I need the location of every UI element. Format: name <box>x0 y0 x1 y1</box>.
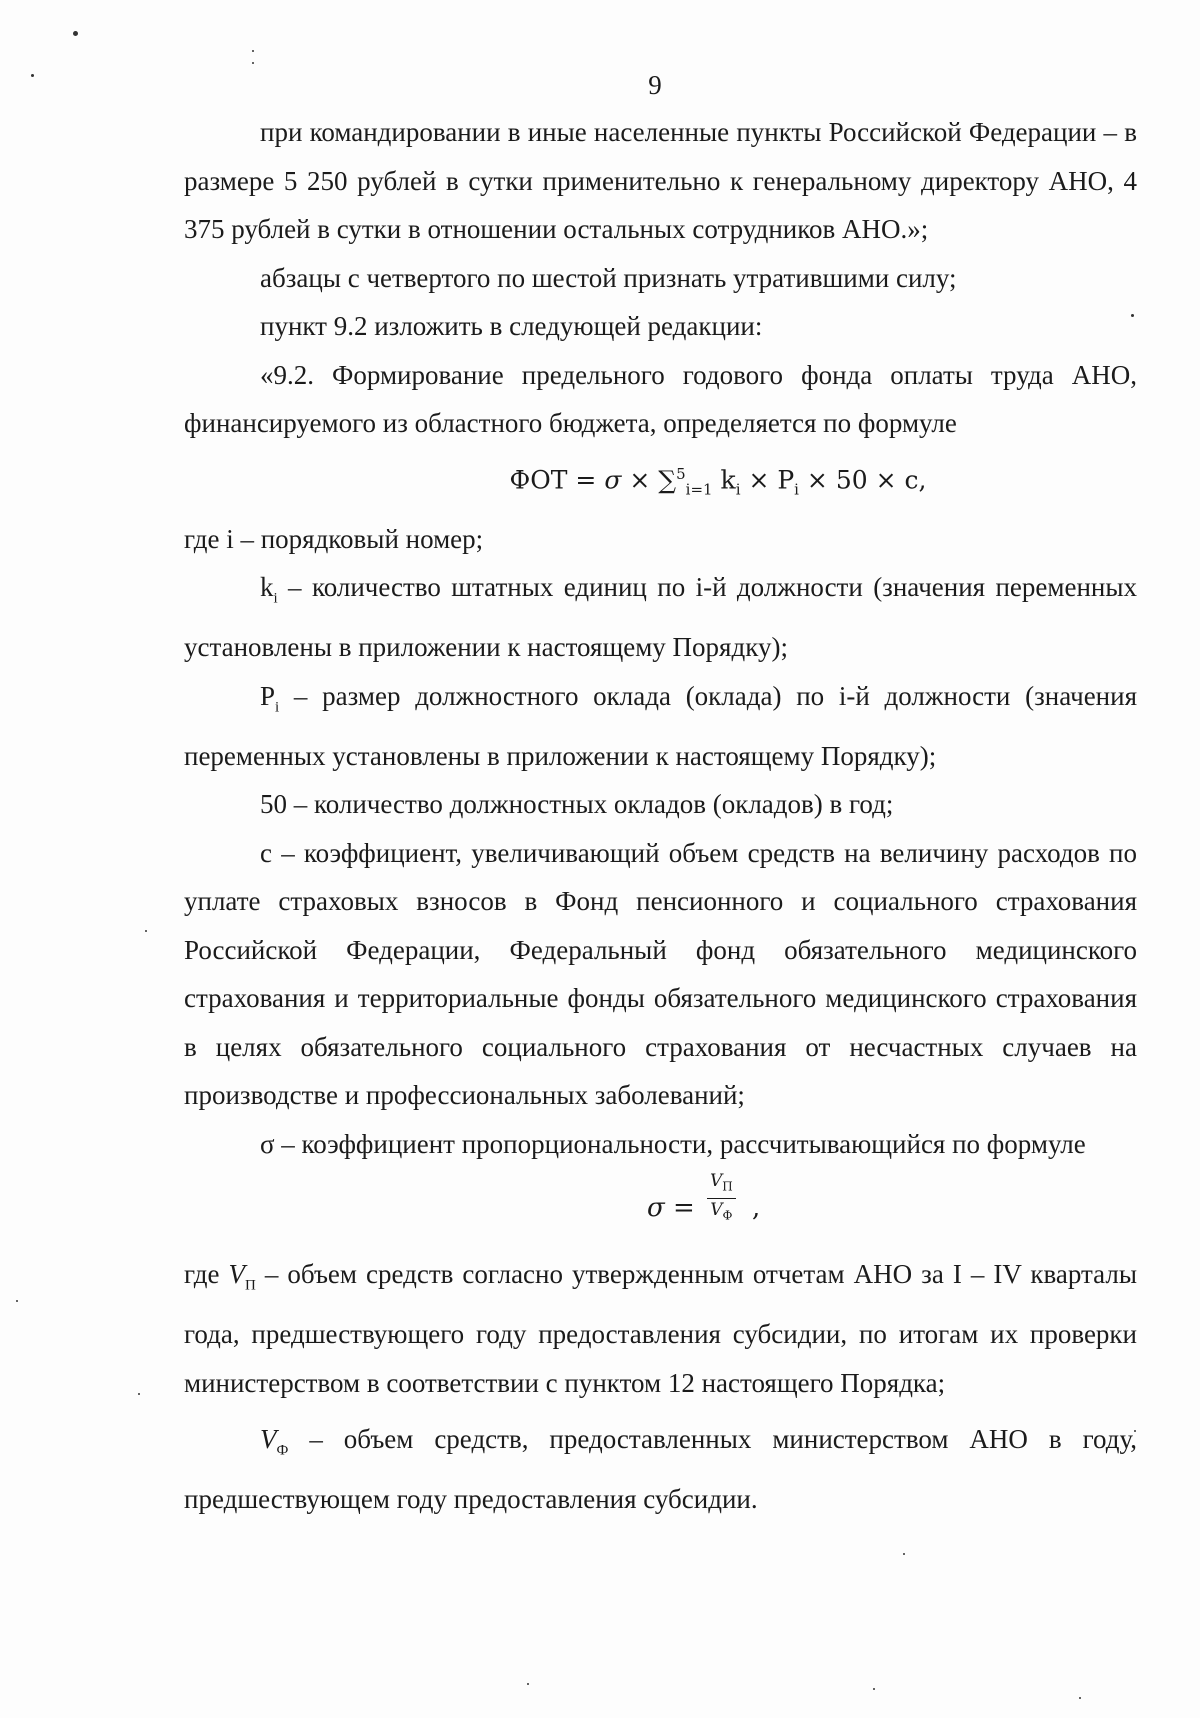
formula-eq: = <box>567 464 605 494</box>
paragraph: 50 – количество должностных окладов (окладов) в год; <box>260 789 894 820</box>
formula-rest: × 50 × c, <box>798 464 927 494</box>
formula-p: P <box>777 464 795 494</box>
formula-times: × <box>621 464 659 494</box>
scan-speck <box>252 62 254 64</box>
page-number: 9 <box>648 70 662 100</box>
paragraph <box>184 1415 1137 1523</box>
paragraph <box>184 563 1137 671</box>
numerator-symbol: V <box>710 1171 723 1192</box>
formula-k-sub: i <box>735 479 741 498</box>
scan-speck <box>527 1683 529 1685</box>
formula-p-sub: i <box>794 479 799 498</box>
paragraph <box>184 672 1137 780</box>
paragraph: где i – порядковый номер; <box>184 523 484 554</box>
paragraph: абзацы с четвертого по шестой признать утратившими силу; <box>260 262 957 293</box>
scan-speck <box>16 1300 18 1302</box>
paragraph-text: – объем средств согласно утвержденным отчетам АНО за I – IV кварталы года, предшествующего году предоставления субсидии, по итогам их проверки министерством в соответствии с пунктом 12 настоящего Порядка; <box>184 1259 1138 1398</box>
symbol: P <box>260 680 276 711</box>
scan-speck <box>73 31 78 36</box>
symbol: V <box>260 1424 277 1454</box>
paragraph-text: – объем средств, предоставленных министерством АНО в году, предшествующем году предоставления субсидии. <box>184 1424 1137 1514</box>
fraction <box>707 1170 736 1226</box>
formula-sigma-lhs: σ = <box>647 1193 695 1224</box>
paragraph-prefix: где <box>184 1259 229 1290</box>
scan-speck <box>145 930 147 932</box>
scan-speck <box>138 1393 140 1395</box>
paragraph-text: – количество штатных единиц по i-й должности (значения переменных установлены в приложении к настоящему Порядку); <box>184 572 1137 663</box>
fraction-denominator <box>707 1199 736 1226</box>
formula-sum-sup: 5 <box>676 464 686 483</box>
paragraph: c – коэффициент, увеличивающий объем средств на величину расходов по уплате страховых взносов в Фонд пенсионного и социального страхования Российской Федерации, Федеральный фонд обязательного медицинского страхования и территориальные фонды обязательного медицинского страхования в целях обязательного социального страхования от несчастных случаев на производстве и профессиональных заболеваний; <box>184 837 1137 1111</box>
symbol-sub: i <box>275 699 280 716</box>
paragraph <box>184 1250 1137 1407</box>
symbol-sub: Ф <box>276 1442 289 1459</box>
numerator-sub: П <box>722 1179 733 1194</box>
formula-comma: , <box>752 1193 761 1224</box>
paragraph-text: – размер должностного оклада (оклада) по i-й должности (значения переменных установлены в приложении к настоящему Порядку); <box>184 680 1137 771</box>
formula-sum-sub: i=1 <box>685 479 713 498</box>
formula-sigma: σ <box>604 464 622 494</box>
paragraph: при командировании в иные населенные пункты Российской Федерации – в размере 5 250 рублей в сутки применительно к генеральному директору АНО, 4 375 рублей в сутки в отношении остальных сотрудников АНО.»; <box>184 117 1137 244</box>
formula-lhs: ФОТ <box>509 464 568 494</box>
fraction-numerator <box>707 1170 736 1198</box>
scan-speck <box>1079 1697 1081 1699</box>
formula-sum: ∑ <box>658 464 677 494</box>
denominator-sub: Ф <box>722 1207 733 1222</box>
symbol: V <box>228 1259 245 1290</box>
scan-speck <box>903 1553 905 1555</box>
paragraph: σ – коэффициент пропорциональности, рассчитывающийся по формуле <box>260 1128 1086 1159</box>
formula-sigma <box>184 1170 1137 1250</box>
document-body <box>184 108 1137 1523</box>
symbol-sub: i <box>273 590 278 607</box>
formula-times: × <box>740 464 778 494</box>
symbol-sub: П <box>244 1277 256 1294</box>
scan-speck <box>873 1688 875 1690</box>
symbol: k <box>260 572 274 603</box>
denominator-symbol: V <box>710 1199 723 1220</box>
paragraph: пункт 9.2 изложить в следующей редакции: <box>260 311 763 341</box>
paragraph: «9.2. Формирование предельного годового фонда оплаты труда АНО, финансируемого из областного бюджета, определяется по формуле <box>184 359 1137 438</box>
scan-speck <box>252 50 254 52</box>
formula-k: k <box>720 464 736 494</box>
formula-fot <box>184 448 1137 515</box>
